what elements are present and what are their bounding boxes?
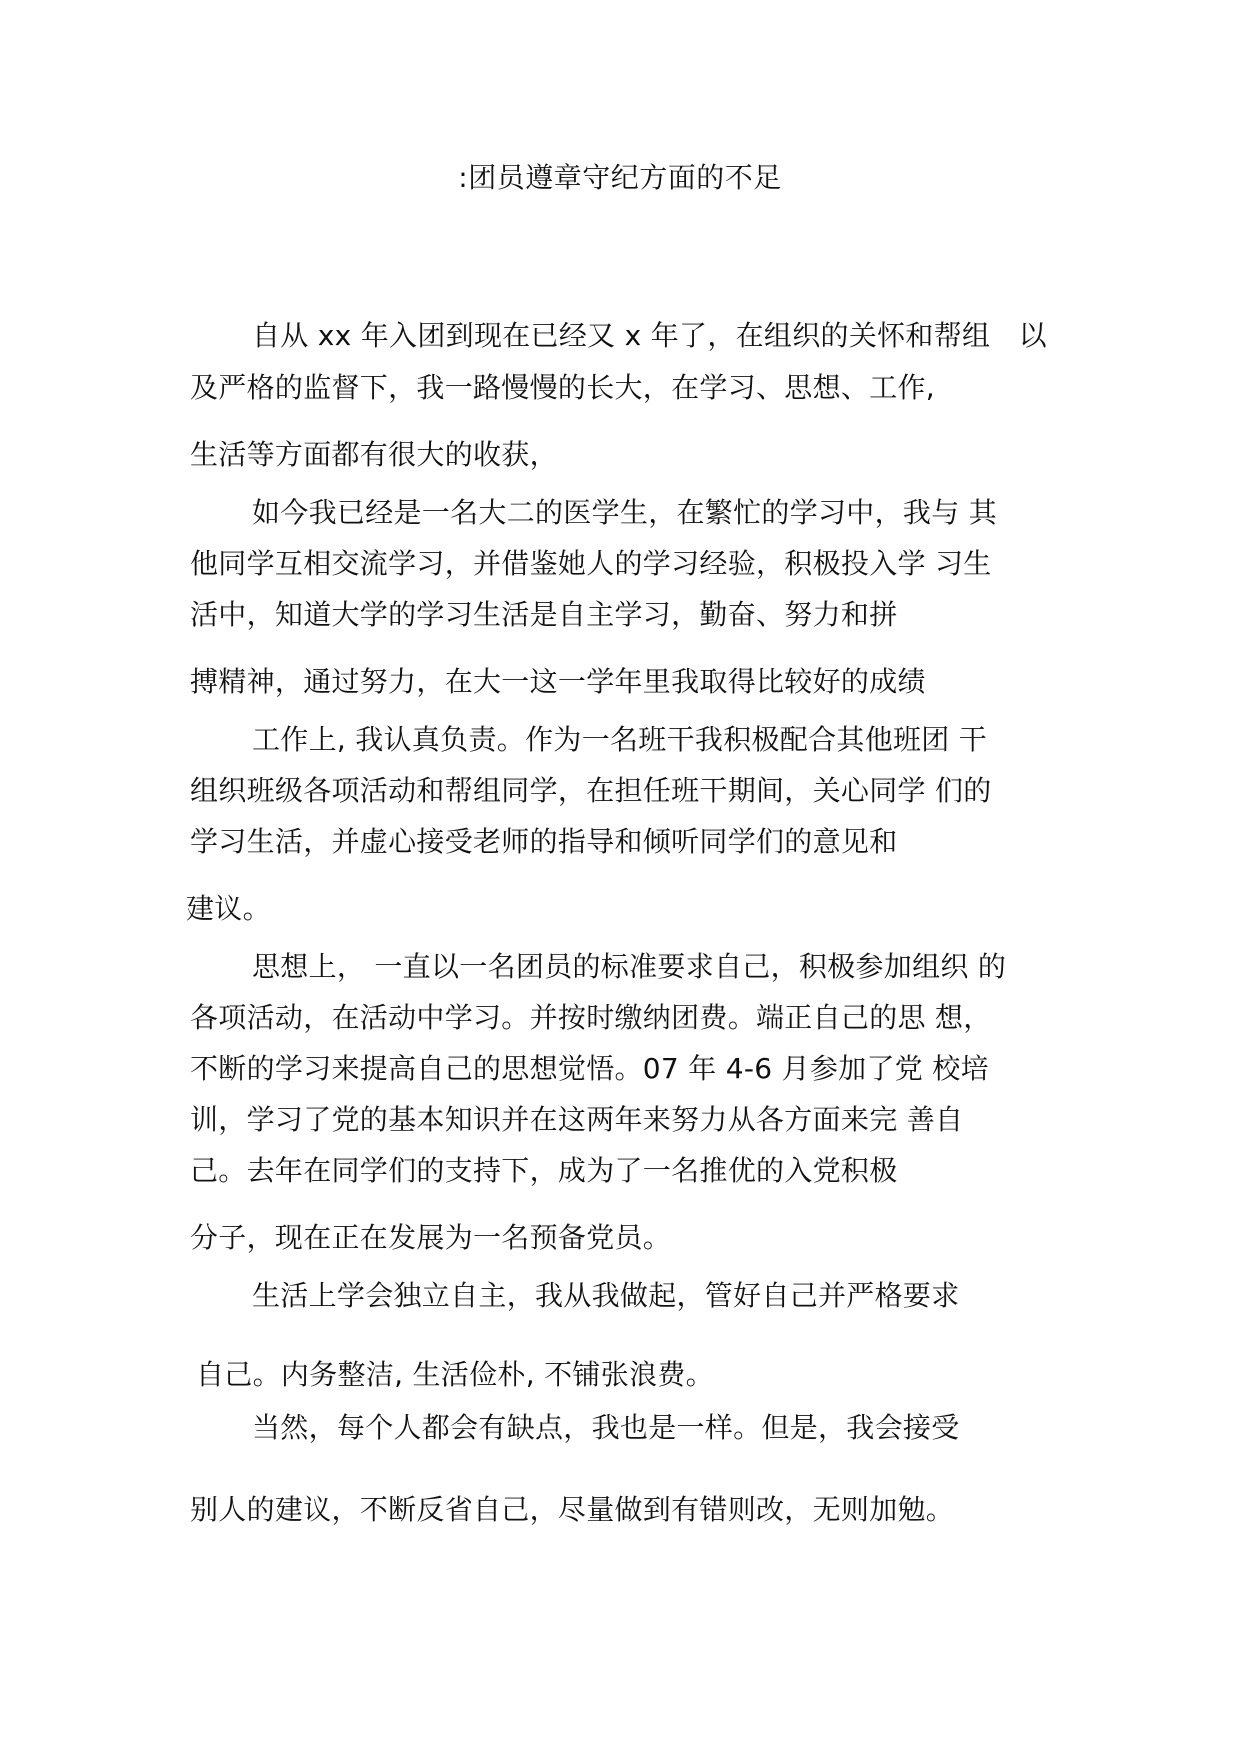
paragraph-line: 搏精神，通过努力，在大一这一学年里我取得比较好的成绩 bbox=[190, 665, 926, 698]
paragraph-line: 活中，知道大学的学习生活是自主学习，勤奋、努力和拼 bbox=[190, 598, 898, 631]
paragraph-line: 分子，现在正在发展为一名预备党员。 bbox=[190, 1221, 672, 1254]
paragraph-line: 工作上, 我认真负责。作为一名班干我积极配合其他班团 干 bbox=[252, 723, 988, 756]
paragraph-line: 训，学习了党的基本知识并在这两年来努力从各方面来完 善自 bbox=[190, 1103, 964, 1136]
page-title: :团员遵章守纪方面的不足 bbox=[458, 161, 782, 194]
paragraph-line: 不断的学习来提高自己的思想觉悟。07 年 4-6 月参加了党 校培 bbox=[190, 1052, 989, 1085]
paragraph-line: 自从 xx 年入团到现在已经又 x 年了，在组织的关怀和帮组 以 bbox=[252, 319, 1047, 352]
paragraph-line: 己。去年在同学们的支持下，成为了一名推优的入党积极 bbox=[190, 1154, 898, 1187]
paragraph-line: 自己。内务整洁, 生活俭朴, 不铺张浪费。 bbox=[196, 1358, 714, 1391]
paragraph-line: 生活上学会独立自主，我从我做起，管好自己并严格要求 bbox=[252, 1279, 960, 1312]
paragraph-line: 当然，每个人都会有缺点，我也是一样。但是，我会接受 bbox=[252, 1411, 960, 1444]
paragraph-line: 建议。 bbox=[186, 892, 271, 925]
paragraph-line: 生活等方面都有很大的收获， bbox=[190, 438, 558, 471]
paragraph-line: 各项活动，在活动中学习。并按时缴纳团费。端正自己的思 想， bbox=[190, 1001, 992, 1034]
paragraph-line: 如今我已经是一名大二的医学生，在繁忙的学习中，我与 其 bbox=[252, 496, 998, 529]
paragraph-line: 及严格的监督下，我一路慢慢的长大，在学习、思想、工作, bbox=[190, 371, 936, 404]
paragraph-line: 别人的建议，不断反省自己，尽量做到有错则改，无则加勉。 bbox=[190, 1493, 955, 1526]
paragraph-line: 他同学互相交流学习，并借鉴她人的学习经验，积极投入学 习生 bbox=[190, 547, 992, 580]
paragraph-line: 思想上， 一直以一名团员的标准要求自己，积极参加组织 的 bbox=[252, 950, 1007, 983]
paragraph-line: 组织班级各项活动和帮组同学，在担任班干期间，关心同学 们的 bbox=[190, 774, 992, 807]
paragraph-line: 学习生活，并虚心接受老师的指导和倾听同学们的意见和 bbox=[190, 825, 898, 858]
